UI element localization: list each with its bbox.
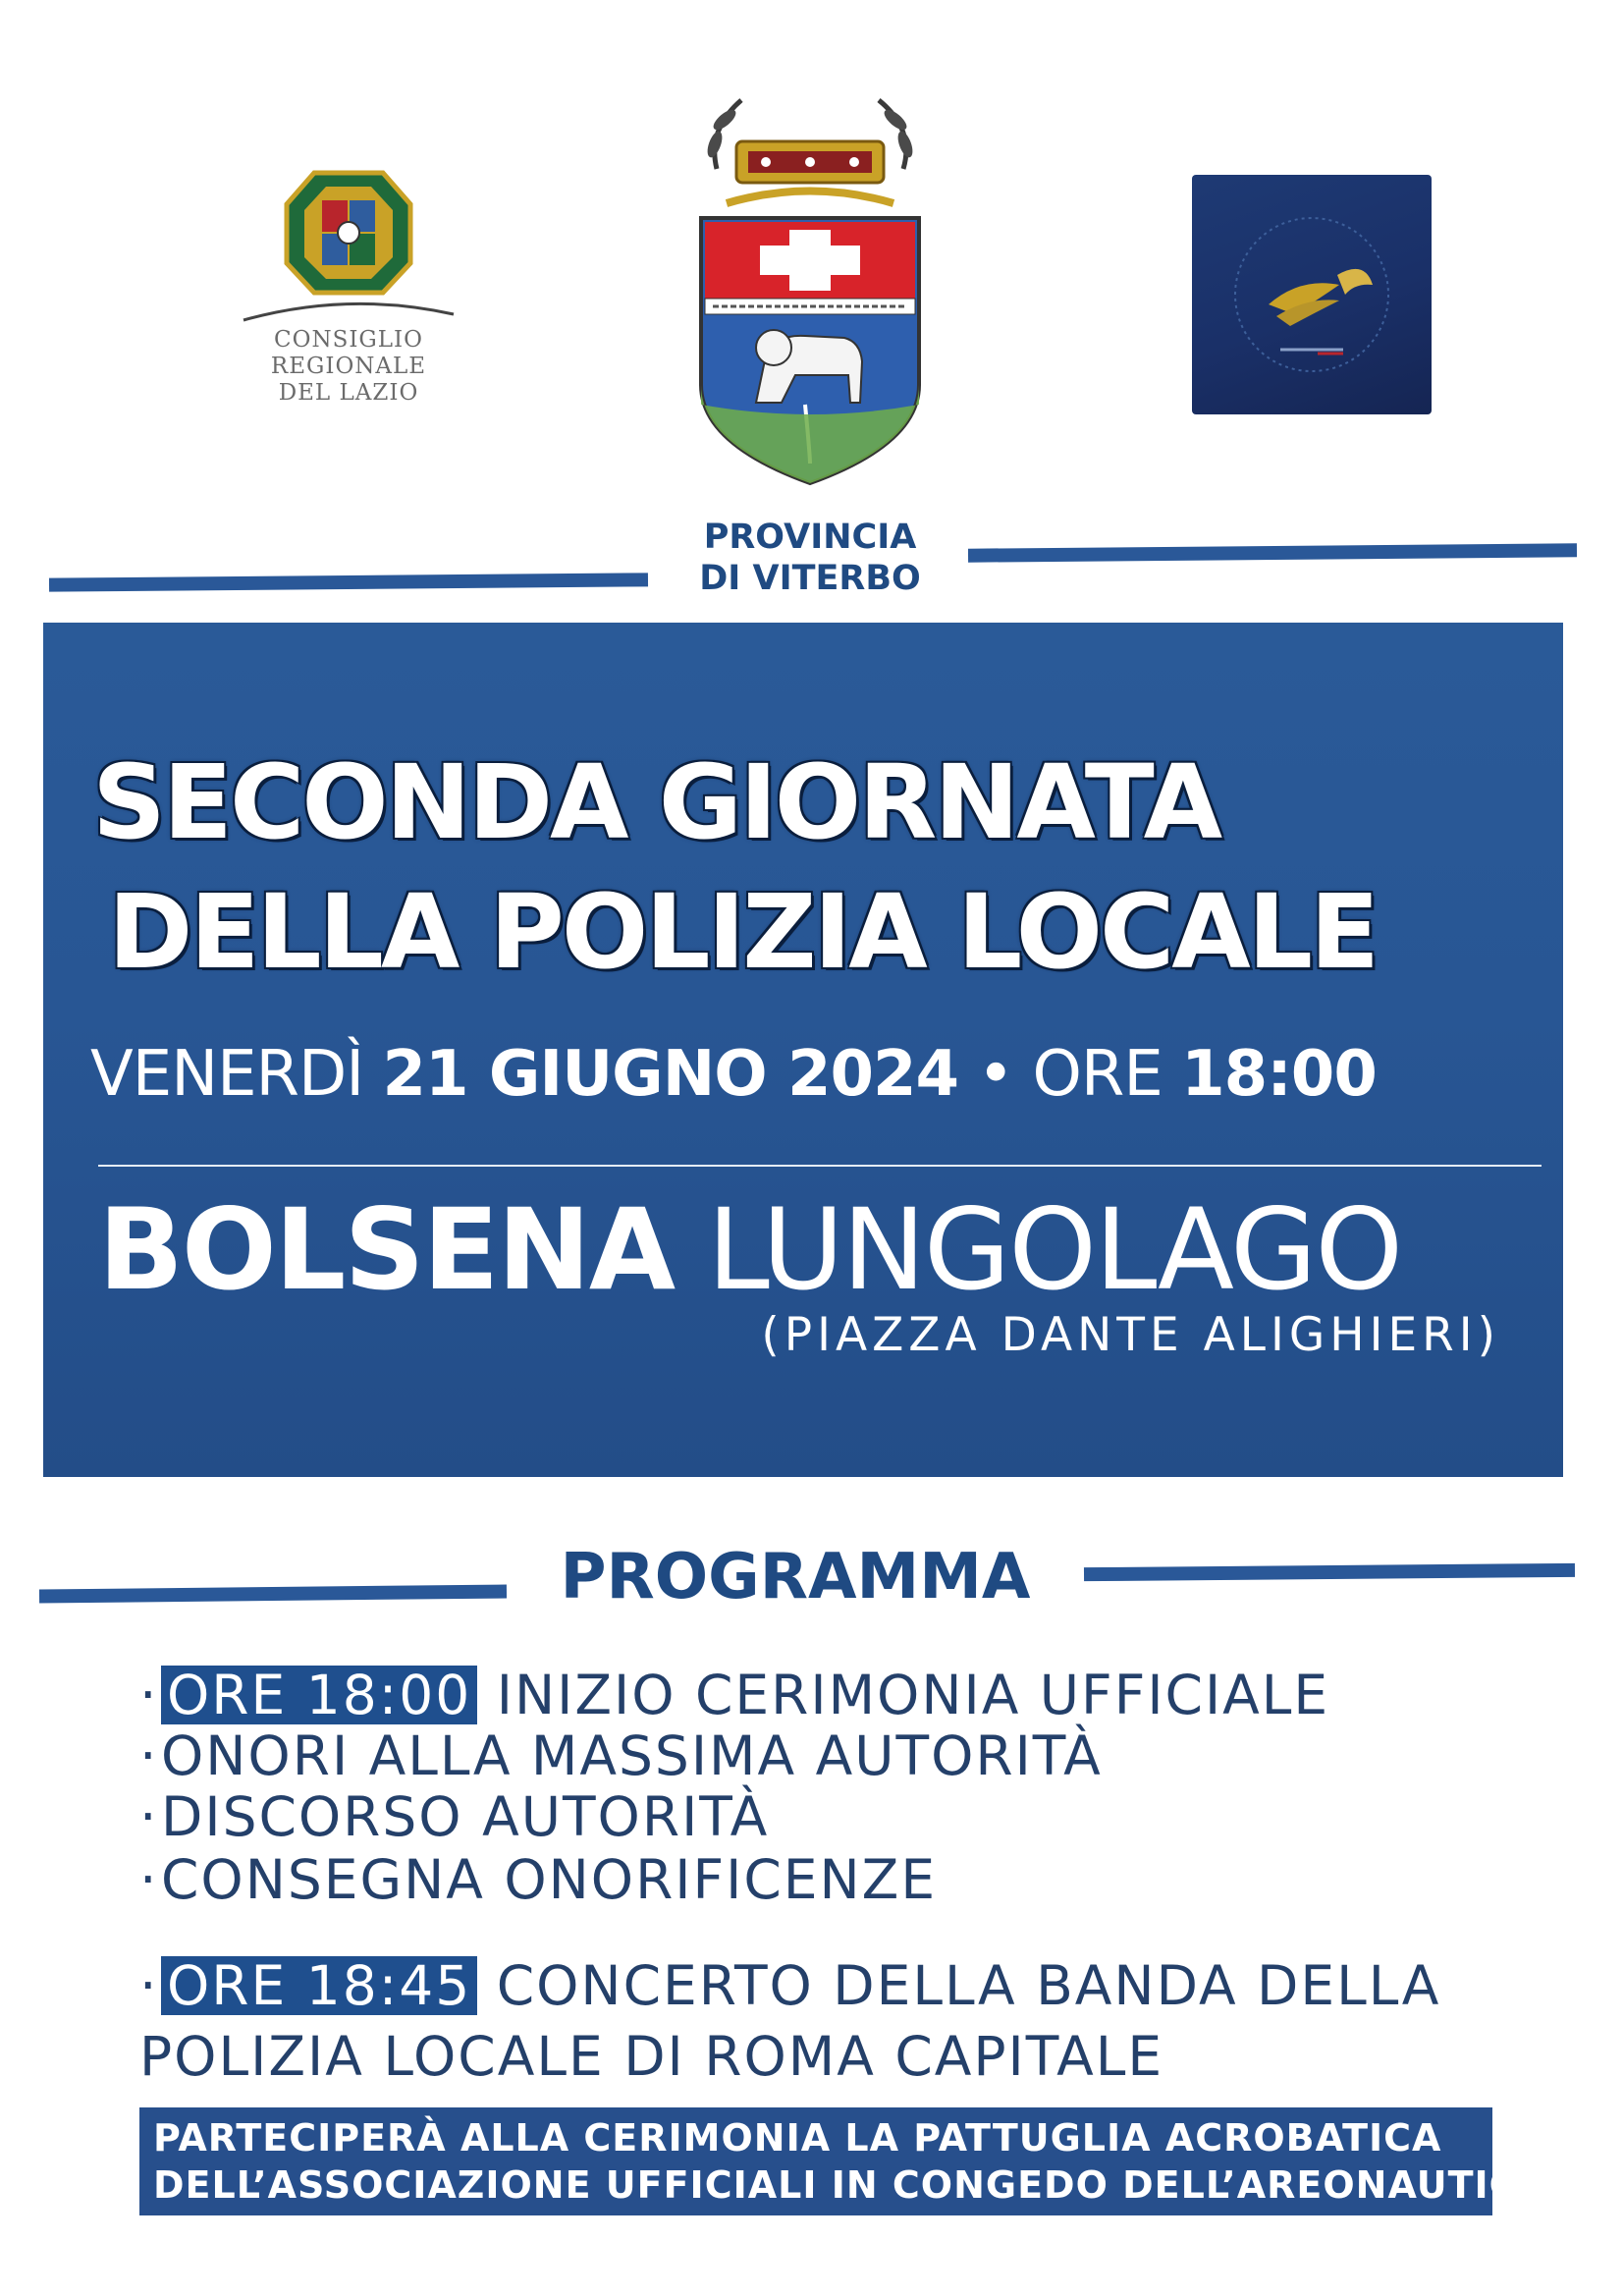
location-detail: (PIAZZA DANTE ALIGHIERI) [761, 1308, 1500, 1362]
program-item-5-continuation [139, 2025, 1163, 2088]
program-item-text: INIZIO CERIMONIA UFFICIALE [496, 1664, 1330, 1726]
winged-emblem-icon [1192, 175, 1432, 414]
consiglio-line-3: DEL LAZIO [278, 380, 419, 406]
bullet-icon: · [139, 1848, 159, 1911]
heading-rule-right [968, 543, 1577, 562]
location-town: BOLSENA [98, 1184, 675, 1315]
date-separator: • ORE [958, 1038, 1182, 1111]
bullet-icon: · [139, 1785, 159, 1848]
event-location [98, 1186, 1618, 1314]
coat-of-arms-icon [687, 90, 933, 493]
time-badge: ORE 18:00 [161, 1666, 477, 1724]
program-item-text: DISCORSO AUTORITÀ [161, 1785, 770, 1848]
provincia-title [648, 517, 972, 599]
note-line-1: PARTECIPERÀ ALLA CERIMONIA LA PATTUGLIA ACROBATICA [153, 2116, 1442, 2159]
program-item-3 [139, 1785, 769, 1848]
event-title-line-2: DELLA POLIZIA LOCALE [108, 872, 1378, 992]
program-item-text: CONCERTO DELLA BANDA DELLA [496, 1954, 1441, 2017]
consiglio-name [236, 327, 461, 407]
date-day: 21 GIUGNO 2024 [382, 1038, 959, 1111]
consiglio-emblem-icon [236, 165, 461, 322]
provincia-title-line-2: DI VITERBO [699, 559, 921, 598]
banner-divider [98, 1165, 1542, 1167]
consiglio-regionale-logo [236, 165, 461, 420]
event-banner [43, 623, 1563, 1477]
heading-rule-left [49, 573, 648, 591]
program-item-5 [139, 1954, 1440, 2017]
bullet-icon: · [139, 1664, 159, 1726]
program-item-text: CONSEGNA ONORIFICENZE [161, 1848, 938, 1911]
program-item-text: POLIZIA LOCALE DI ROMA CAPITALE [139, 2025, 1164, 2088]
programma-rule-right [1084, 1563, 1575, 1581]
event-title-line-1: SECONDA GIORNATA [92, 742, 1220, 862]
date-weekday: VENERDÌ [90, 1038, 383, 1111]
program-item-4 [139, 1848, 937, 1911]
bullet-icon: · [139, 1954, 159, 2017]
acrobatic-team-note [139, 2107, 1547, 2215]
polizia-locale-logo [1192, 175, 1432, 414]
programma-title: PROGRAMMA [560, 1541, 1031, 1613]
consiglio-line-2: REGIONALE [270, 354, 427, 379]
date-time: 18:00 [1181, 1038, 1377, 1111]
program-item-1 [139, 1664, 1329, 1726]
note-line-2: DELL’ASSOCIAZIONE UFFICIALI IN CONGEDO DELL’AREONAUTICA [153, 2163, 1547, 2207]
bullet-icon: · [139, 1724, 159, 1787]
consiglio-line-1: CONSIGLIO [273, 327, 423, 353]
program-item-text: ONORI ALLA MASSIMA AUTORITÀ [161, 1724, 1103, 1787]
program-item-2 [139, 1724, 1103, 1787]
programma-rule-left [39, 1585, 507, 1604]
event-date [90, 1035, 1610, 1114]
location-place: LUNGOLAGO [674, 1184, 1402, 1315]
time-badge: ORE 18:45 [161, 1956, 477, 2015]
provincia-title-line-1: PROVINCIA [703, 518, 917, 557]
provincia-coat-of-arms [687, 90, 933, 493]
